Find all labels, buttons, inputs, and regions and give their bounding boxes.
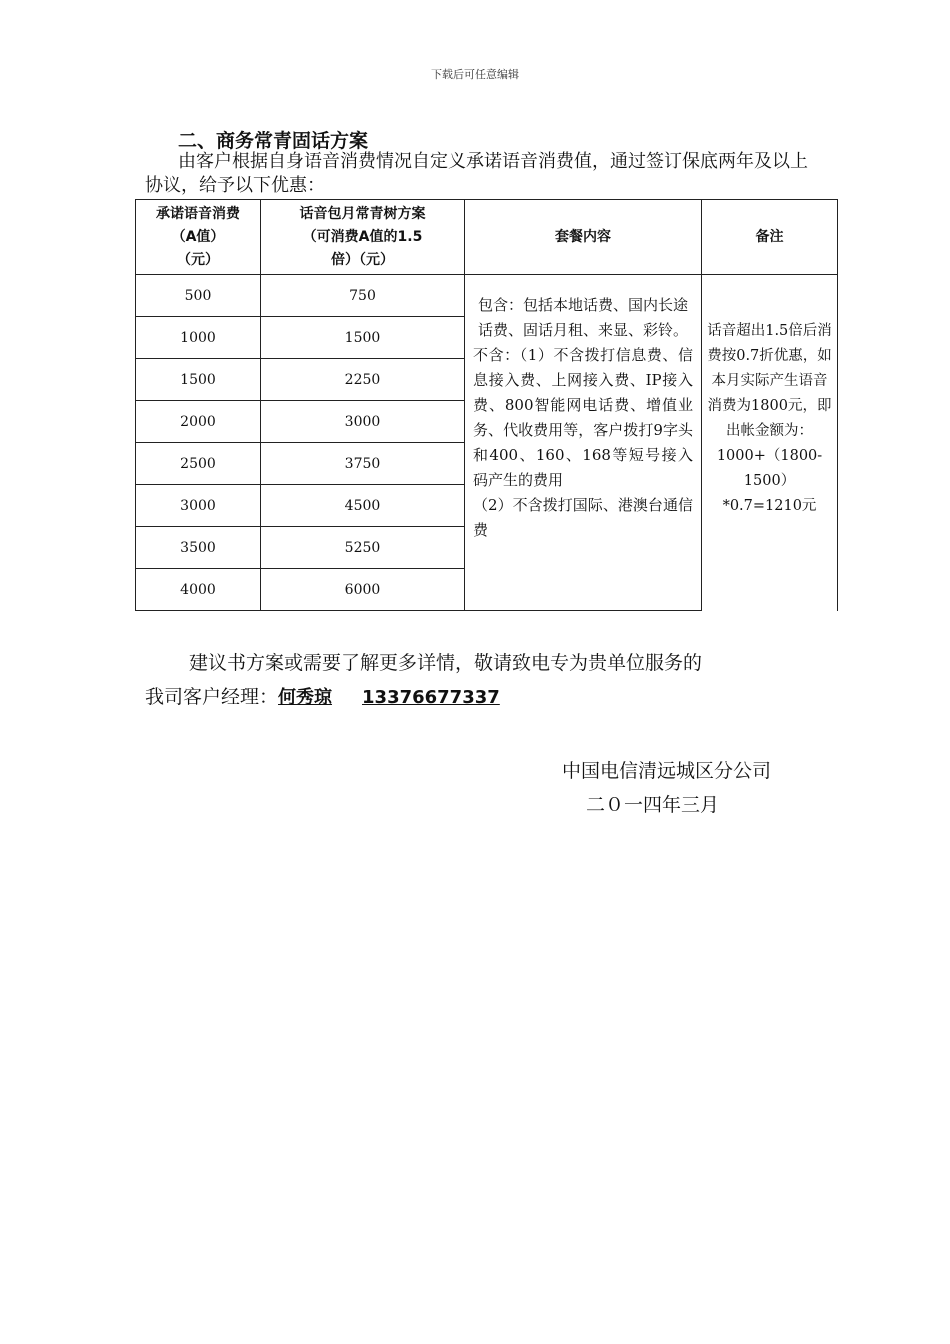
cell-plan-value: 5250 <box>261 527 465 569</box>
cell-plan-value: 750 <box>261 275 465 317</box>
cell-commit-value: 3000 <box>136 485 261 527</box>
cell-plan-value: 4500 <box>261 485 465 527</box>
manager-phone: 13376677337 <box>362 687 500 708</box>
intro-paragraph: 由客户根据自身语音消费情况自定义承诺语音消费值，通过签订保底两年及以上协议，给予以下优惠： <box>145 151 808 196</box>
cell-plan-value: 2250 <box>261 359 465 401</box>
header-line: 承诺语音消费 <box>156 205 240 222</box>
section-title: 二、商务常青固话方案 <box>178 130 369 152</box>
cell-plan-value: 3750 <box>261 443 465 485</box>
manager-label: 我司客户经理： <box>145 686 279 708</box>
cell-commit-value: 3500 <box>136 527 261 569</box>
cell-commit-value: 2500 <box>136 443 261 485</box>
header-remark <box>702 200 838 275</box>
cell-remark: 话音超出1.5倍后消费按0.7折优惠，如本月实际产生语音消费为1800元，即出帐金额为：1000+（1800-1500）*0.7=1210元 <box>702 275 838 611</box>
closing-line-1 <box>145 646 825 680</box>
header-line: （元） <box>177 251 219 268</box>
manager-contact <box>278 687 500 708</box>
cell-commit-value: 500 <box>136 275 261 317</box>
closing-text: 建议书方案或需要了解更多详情，敬请致电专为贵单位服务的 <box>189 652 703 674</box>
cell-package-content <box>465 275 702 611</box>
header-line: 倍）（元） <box>331 251 394 268</box>
cell-commit-value: 2000 <box>136 401 261 443</box>
table-header-row <box>136 200 838 275</box>
header-commit-value <box>136 200 261 275</box>
header-line: （A值） <box>171 228 225 245</box>
plan-table <box>135 199 838 611</box>
closing-paragraph <box>145 646 825 715</box>
cell-plan-value: 3000 <box>261 401 465 443</box>
header-package-content <box>465 200 702 275</box>
header-line: 话音包月常青树方案 <box>299 205 426 222</box>
cell-commit-value: 1500 <box>136 359 261 401</box>
cell-plan-value: 6000 <box>261 569 465 611</box>
cell-commit-value: 4000 <box>136 569 261 611</box>
company-name: 中国电信清远城区分公司 <box>562 760 772 782</box>
table-row <box>136 275 838 317</box>
cell-commit-value: 1000 <box>136 317 261 359</box>
closing-line-2 <box>145 680 825 715</box>
content-included: 包含：包括本地话费、国内长途话费、固话月租、来显、彩铃。 <box>477 296 688 339</box>
content-excluded-2: （2）不含拨打国际、港澳台通信费 <box>473 496 693 539</box>
header-line: （可消费A值的1.5 <box>302 228 423 245</box>
cell-plan-value: 1500 <box>261 317 465 359</box>
page-header: 下载后可任意编辑 <box>431 68 519 81</box>
header-monthly-plan <box>261 200 465 275</box>
document-date: 二０一四年三月 <box>586 794 720 816</box>
manager-name: 何秀琼 <box>278 687 333 708</box>
header-line: 套餐内容 <box>555 228 611 245</box>
content-excluded-1: 不含：（1）不含拨打信息费、信息接入费、上网接入费、IP接入费、800智能网电话费、增值业务、代收费用等，客户拨打9字头和400、160、168等短号接入码产生的费用 <box>473 346 693 489</box>
header-line: 备注 <box>755 228 784 245</box>
